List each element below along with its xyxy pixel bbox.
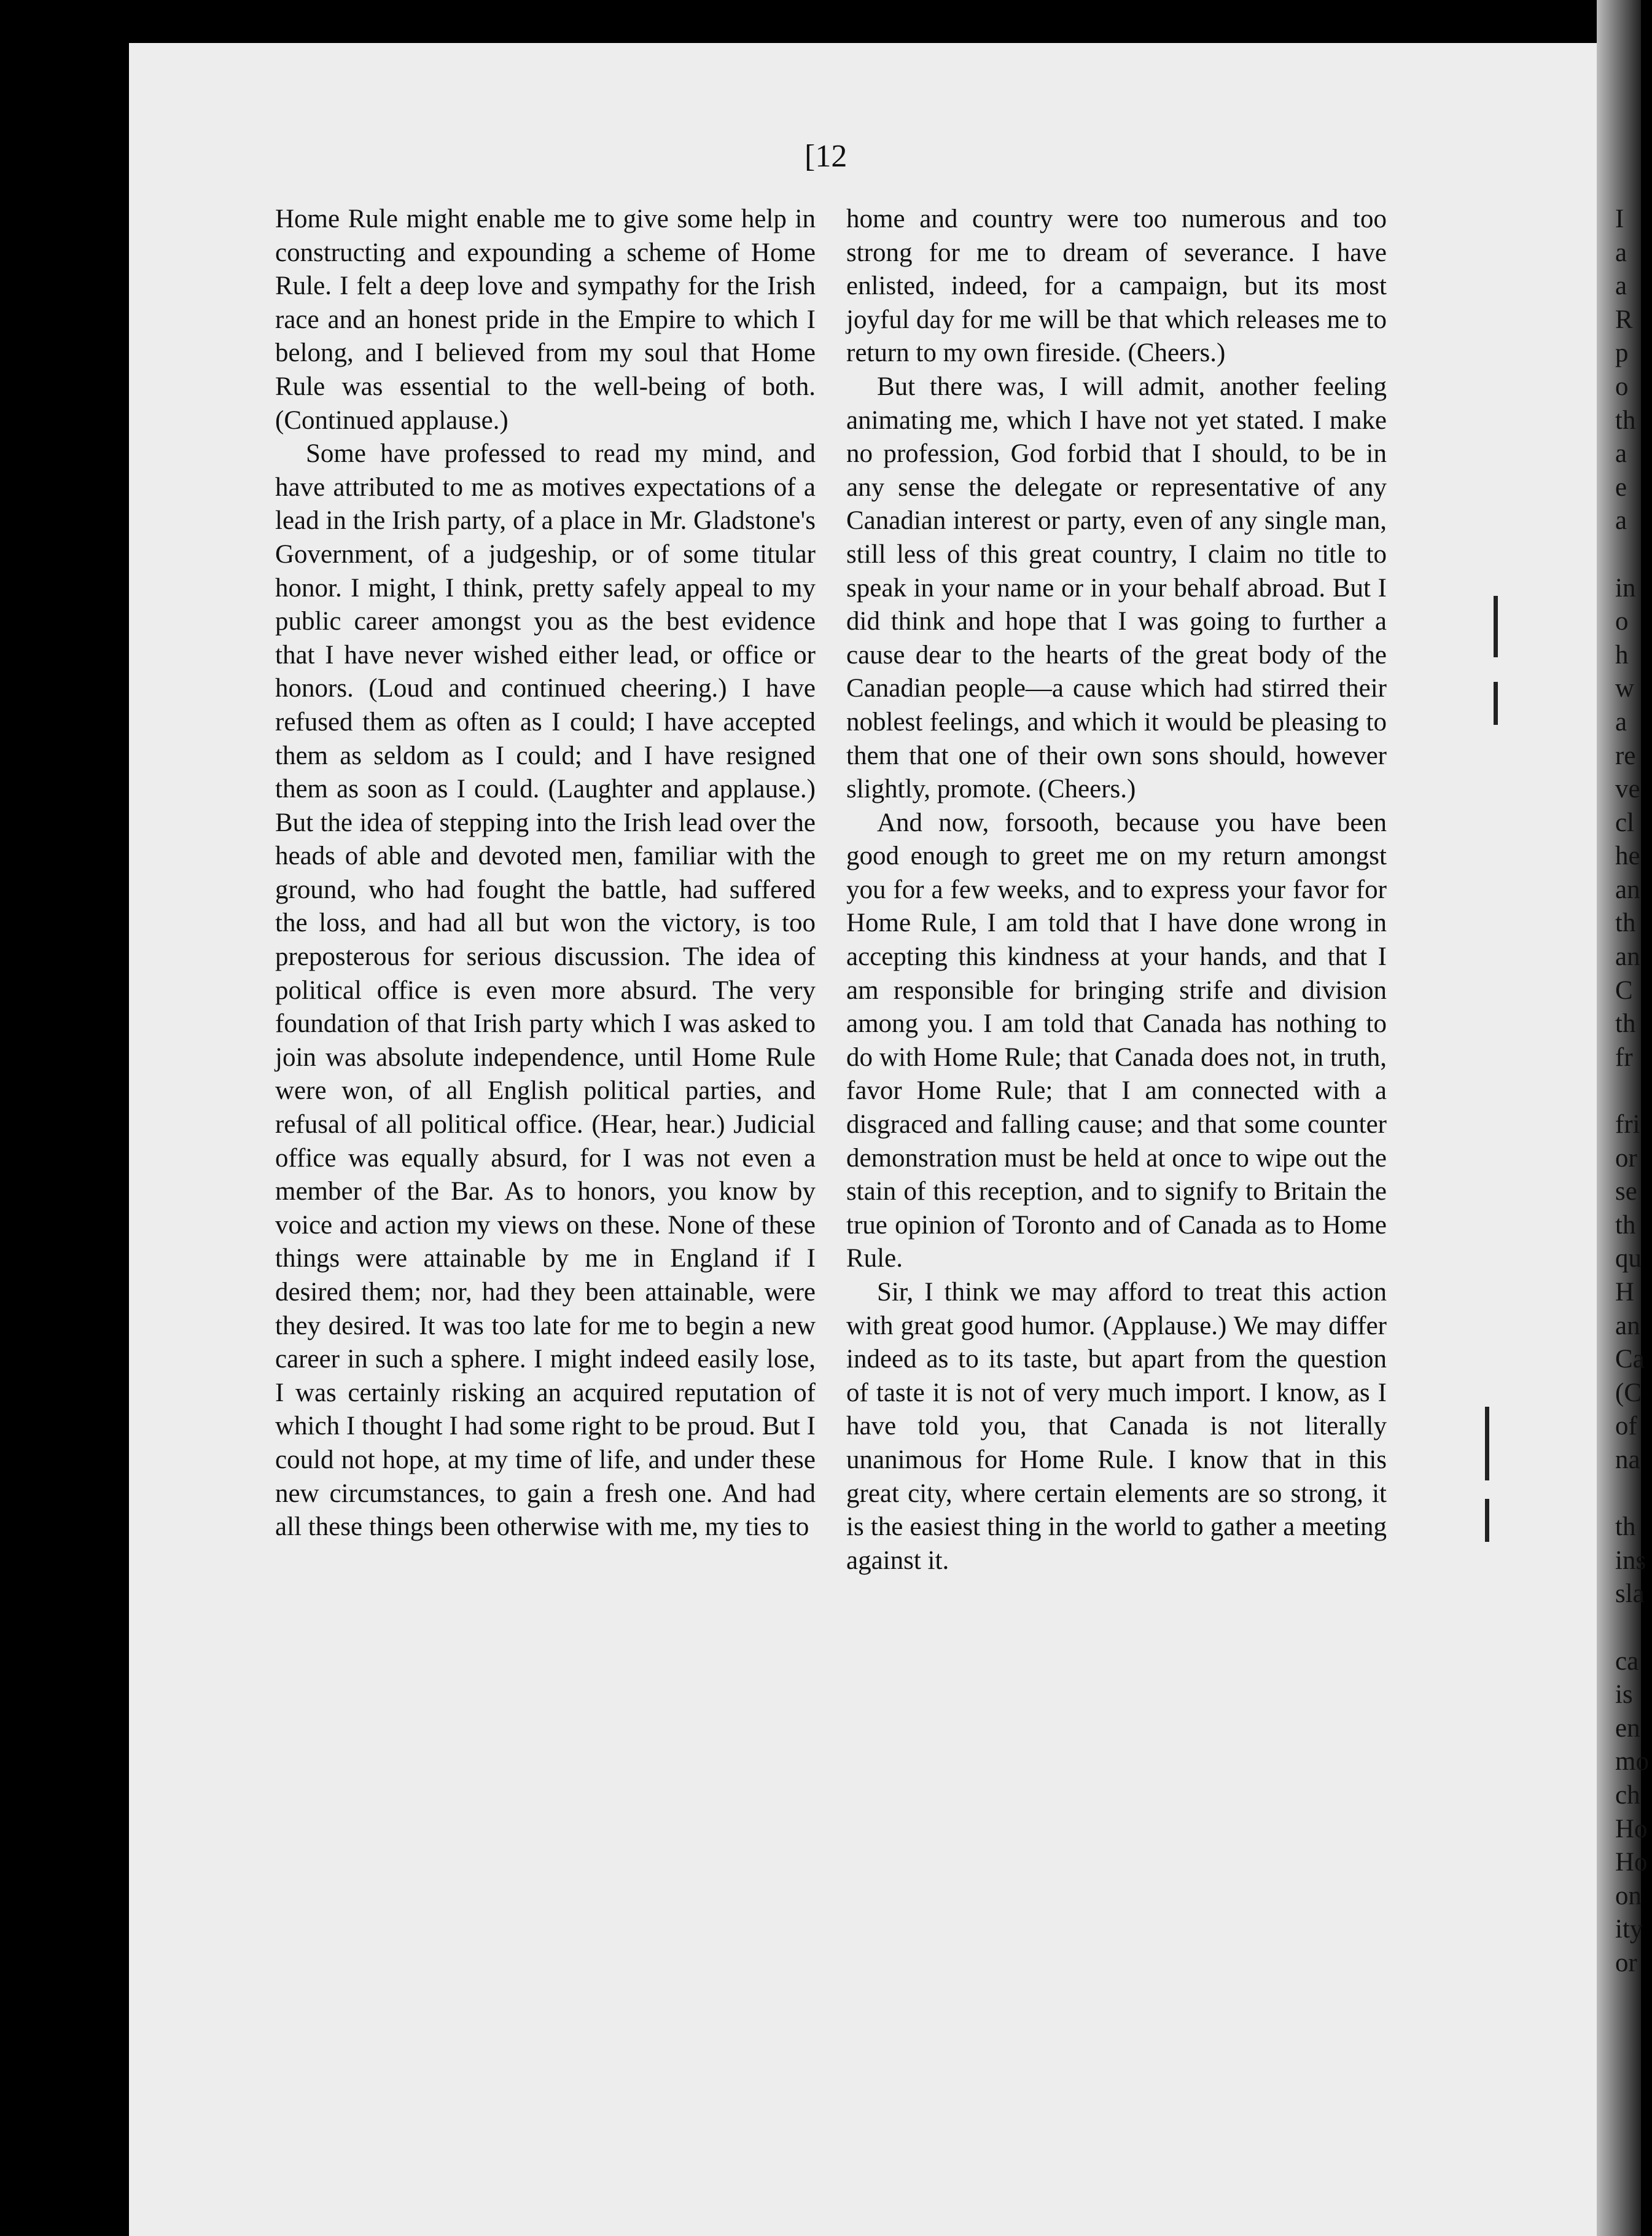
gutter-mark <box>1485 1499 1489 1542</box>
gutter-mark <box>1494 596 1498 657</box>
text-column-1 <box>275 203 816 1544</box>
paragraph: home and country were too numerous and too strong for me to dream of severance. I have enlisted, indeed, for a campaign, but its most joyful day for me will be that which releases me to return to my own fireside. (Cheers.) <box>846 205 1387 368</box>
gutter-mark <box>1485 1407 1489 1480</box>
paragraph: Sir, I think we may afford to treat this action with great good humor. (Applause.) We may differ indeed as to its taste, but apart from the question of taste it is not of very much import. I know, as I have told you, that Canada is not literally unanimous for Home Rule. I know that in this great city, where certain elements are so strong, it is the easiest thing in the world to gather a meeting against it. <box>846 1278 1387 1575</box>
paragraph: Some have professed to read my mind, and have attributed to me as motives expectations of a lead in the Irish party, of a place in Mr. Gladstone's Government, of a judgeship, or of some titular honor. I might, I think, pretty safely appeal to my public career amongst you as the best evidence that I have never wished either lead, or office or honors. (Loud and continued cheering.) I have refused them as often as I could; I have accepted them as seldom as I could; and I have resigned them as soon as I could. (Laughter and applause.) But the idea of stepping into the Irish lead over the heads of able and devoted men, familiar with the ground, who had fought the battle, had suffered the loss, and had all but won the victory, is too preposterous for serious discussion. The idea of political office is even more absurd. The very foundation of that Irish party which I was asked to join was absolute independence, until Home Rule were won, of all English political parties, and refusal of all political office. (Hear, hear.) Judicial office was equally absurd, for I was not even a member of the Bar. As to honors, you know by voice and action my views on these. None of these things were attainable by me in England if I desired them; nor, had they been attainable, were they desired. It was too late for me to begin a new career in such a sphere. I might indeed easily lose, I was certainly risking an acquired reputation of which I thought I had some right to be proud. But I could not hope, at my time of life, and under these new circumstances, to gain a fresh one. And had all these things been otherwise with me, my ties to <box>275 439 816 1542</box>
text-column-2 <box>846 203 1387 1577</box>
page-number: [12 <box>805 139 847 174</box>
paragraph: But there was, I will admit, another feeling animating me, which I have not yet stated. I make no profession, God forbid that I should, to be in any sense the delegate or representative of any Canadian interest or party, even of any single man, still less of this great country, I claim no title to speak in your name or in your behalf abroad. But I did think and hope that I was going to further a cause dear to the hearts of the great body of the Canadian people—a cause which had stirred their noblest feelings, and which it would be pleasing to them that one of their own sons should, however slightly, promote. (Cheers.) <box>846 372 1387 804</box>
paragraph: Home Rule might enable me to give some help in constructing and expounding a scheme of Home Rule. I felt a deep love and sympathy for the Irish race and an honest pride in the Empire to which I belong, and I believed from my soul that Home Rule was essential to the well-being of both. (Continued applause.) <box>275 205 816 435</box>
gutter-mark <box>1494 682 1498 725</box>
paragraph: And now, forsooth, because you have been good enough to greet me on my return amongst you for a few weeks, and to express your favor for Home Rule, I am told that I have done wrong in accepting this kindness at your hands, and that I am responsible for bringing strife and division among you. I am told that Canada has nothing to do with Home Rule; that Canada does not, in truth, favor Home Rule; that I am connected with a disgraced and falling cause; and that some counter demonstration must be held at once to wipe out the stain of this reception, and to signify to Britain the true opinion of Toronto and of Canada as to Home Rule. <box>846 808 1387 1273</box>
text-column-3-cut-off: I a a R p o th a e a in o h w a re ve cl he an th an C th fr fri or se th qu H an Ca (C of na th ins sla ca is en mo ch Ho Ho on ity or <box>1615 205 1649 1977</box>
